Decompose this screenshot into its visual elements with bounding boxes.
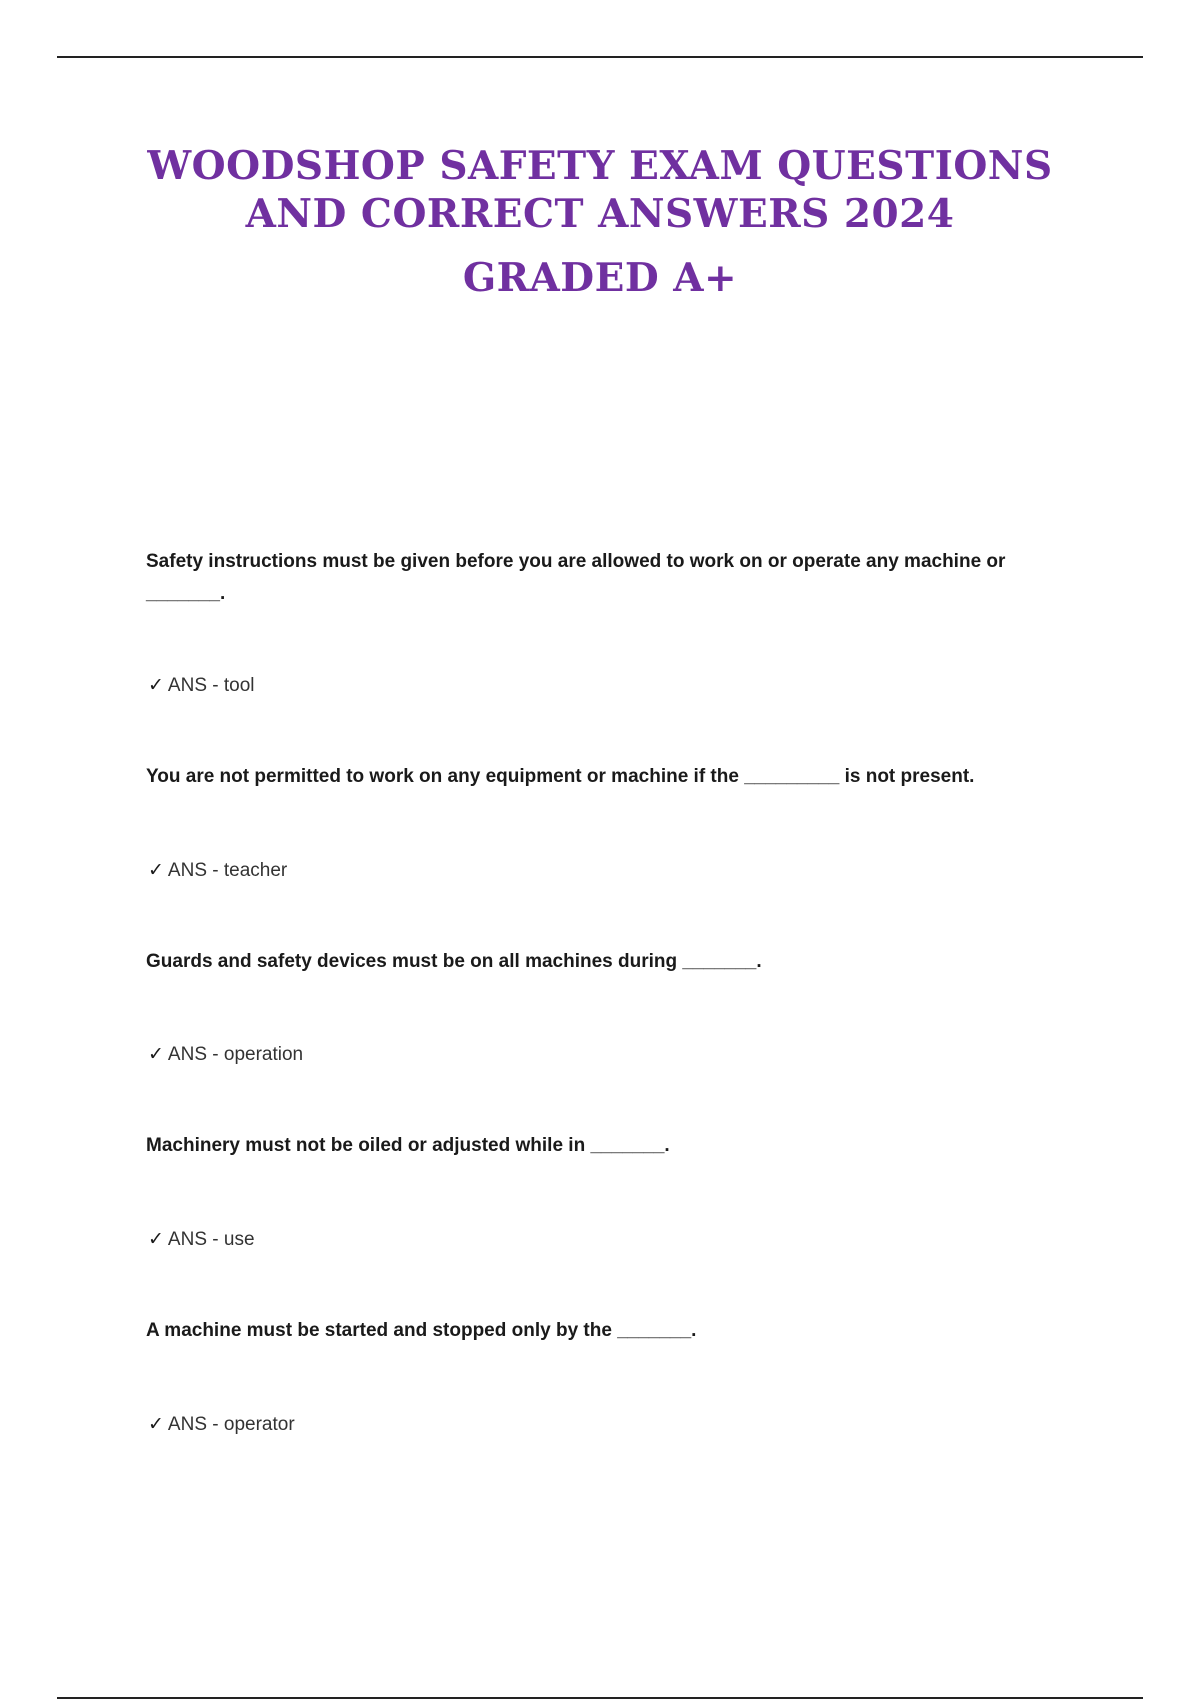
answer-1: [148, 672, 255, 699]
title-line-1: WOODSHOP SAFETY EXAM QUESTIONS: [147, 143, 1053, 189]
answer-3: [148, 1041, 303, 1068]
answer-text: ANS - operation: [167, 1044, 304, 1065]
question-5: A machine must be started and stopped only by the _______.: [146, 1320, 697, 1341]
answer-2: [148, 857, 287, 884]
top-rule: [57, 56, 1143, 58]
check-icon: ✓: [148, 1413, 164, 1435]
title-line-2: AND CORRECT ANSWERS 2024: [245, 191, 955, 237]
answer-4: [148, 1226, 255, 1253]
question-2: You are not permitted to work on any equipment or machine if the _________ is not present.: [146, 766, 975, 787]
answer-text: ANS - teacher: [167, 860, 288, 881]
question-3: Guards and safety devices must be on all machines during _______.: [146, 951, 762, 972]
bottom-rule: [57, 1697, 1143, 1699]
answer-text: ANS - tool: [167, 675, 255, 696]
answer-text: ANS - operator: [167, 1414, 295, 1435]
answer-text: ANS - use: [167, 1229, 255, 1250]
check-icon: ✓: [148, 859, 164, 881]
check-icon: ✓: [148, 674, 164, 696]
question-4: Machinery must not be oiled or adjusted while in _______.: [146, 1135, 670, 1156]
answer-5: [148, 1411, 295, 1438]
check-icon: ✓: [148, 1228, 164, 1250]
document-title: [0, 142, 1200, 302]
check-icon: ✓: [148, 1043, 164, 1065]
question-1: Safety instructions must be given before you are allowed to work on or operate any machine or _______.: [146, 551, 1006, 604]
title-line-3: GRADED A+: [462, 255, 738, 301]
